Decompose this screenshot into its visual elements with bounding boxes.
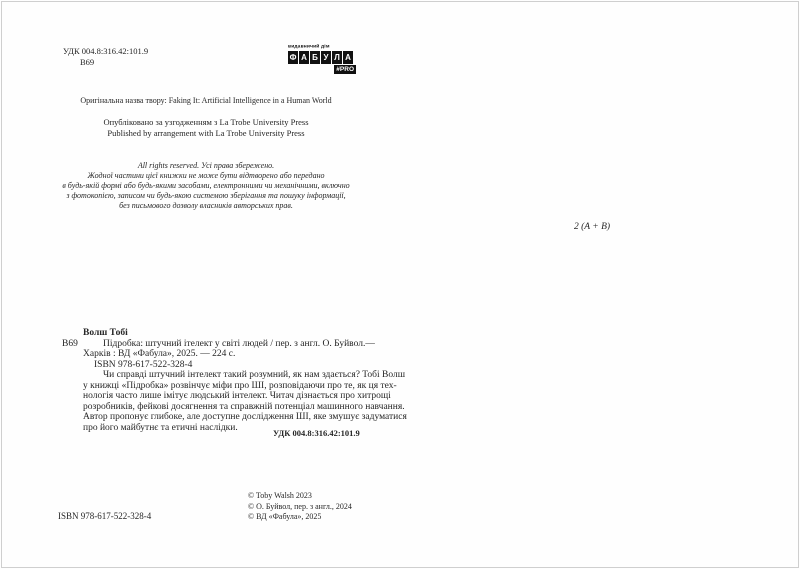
publisher-logo [288,44,356,74]
card-author: Волш Тобі [83,328,128,338]
publisher-logo-letters [288,51,356,64]
page-border [1,1,799,568]
rights-line: без письмового дозволу власників авторських прав. [119,201,293,210]
author-sign: В69 [80,56,95,67]
rights-notice [0,161,412,211]
card-annotation-line: Чи справді штучний інтелект такий розумний, як нам здається? Тобі Волш [103,370,406,380]
catalog-card [62,328,418,433]
card-isbn: ISBN 978-617-522-328-4 [94,359,193,370]
publisher-logo-top-text: видавничий дім [288,44,330,49]
logo-letter-tile: А [343,51,353,64]
copyright-line: © О. Буйвол, пер. з англ., 2024 [248,501,352,511]
card-udk: УДК 004.8:316.42:101.9 [273,428,360,438]
card-annotation-line: у книжці «Підробка» розвінчує міфи про ШІ, розповідаючи про те, як ця тех- [83,380,397,391]
copyright-block [248,491,352,523]
card-author-code: В69 [62,338,78,349]
arrangement-line-uk: Опубліковано за узгодженням з La Trobe University Press [103,117,309,127]
arrangement-notice [0,117,412,138]
udk-classification-block [63,46,148,67]
isbn-footer: ISBN 978-617-522-328-4 [58,511,152,521]
copyright-line: © ВД «Фабула», 2025 [248,512,322,521]
logo-letter-tile: Ф [289,53,297,62]
rights-line: All rights reserved. Усі права збережено. [137,161,275,170]
card-annotation-line: Автор пропонує глибоке, але доступне дослідження ШІ, яке змушує задуматися [83,412,407,422]
card-annotation-line: розробників, фейкові досягнення та справжній потенціал машинного навчання. [83,401,405,412]
logo-pro-tag-row [288,65,356,74]
logo-letter-tile: А [299,51,309,64]
card-annotation-line: про його майбутнє та етичні наслідки. [83,422,238,433]
logo-letter-tile: У [321,51,331,64]
udk-number: УДК 004.8:316.42:101.9 [63,46,149,56]
rights-line: в будь-якій формі або будь-якими засобами, електронними чи механічними, включно [62,181,350,190]
original-title-line: Оригінальна назва твору: Faking It: Artificial Intelligence in a Human World [80,96,332,105]
card-title-line: Харків : ВД «Фабула», 2025. — 224 с. [83,349,236,359]
edition-formula: 2 (A + B) [574,222,611,232]
rights-line: з фотокопією, записом чи будь-якою системою зберігання та пошуку інформації, [66,191,346,200]
logo-pro-tag: #PRO [336,66,354,73]
logo-letter-tile: Б [310,51,320,64]
card-title-row [62,339,418,350]
card-title-line: Підробка: штучний ітелект у світі людей / пер. з англ. О. Буйвол.— [103,338,375,349]
rights-line: Жодної частини цієї книжки не може бути відтворено або передано [87,171,325,180]
logo-letter-tile: Л [332,51,342,64]
arrangement-line-en: Published by arrangement with La Trobe University Press [107,127,305,138]
copyright-line: © Toby Walsh 2023 [248,491,312,500]
card-annotation-line: нологія часто лише імітує людський інтелект. Читач дізнається про хитрощі [83,391,391,401]
